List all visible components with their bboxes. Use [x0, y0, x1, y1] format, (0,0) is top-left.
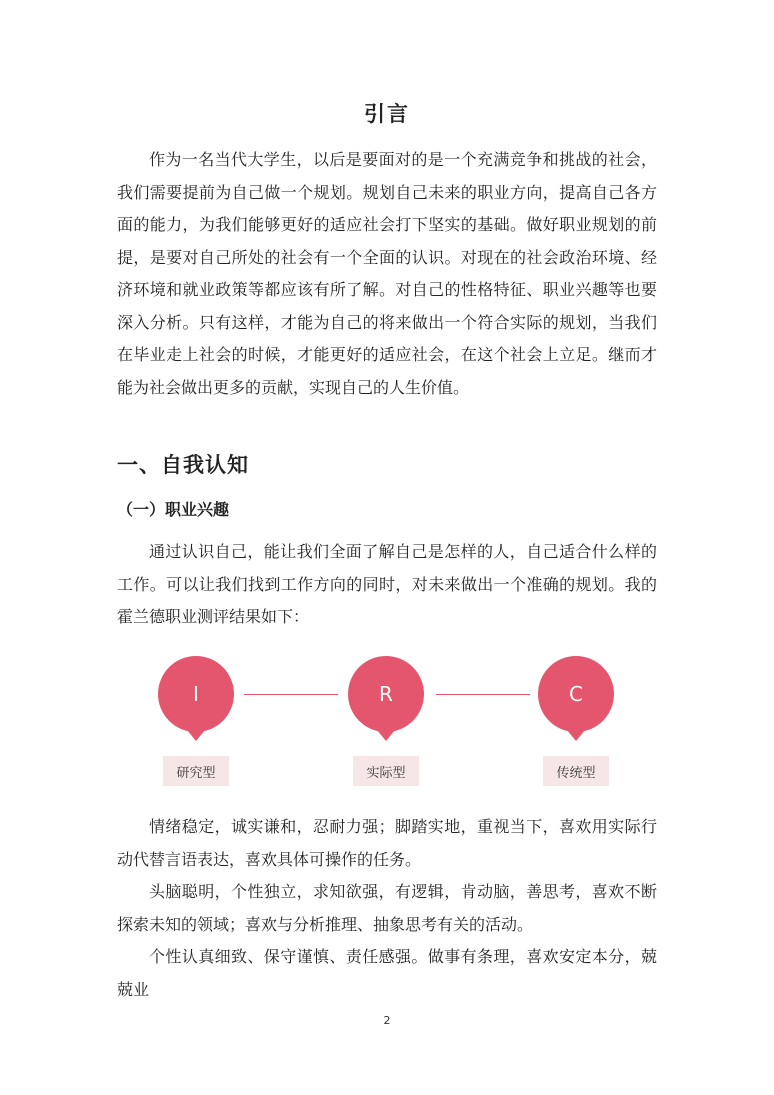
page-title: 引言 — [364, 102, 410, 126]
trait-paragraph-conventional: 个性认真细致、保守谨慎、责任感强。做事有条理，喜欢安定本分，兢兢业 — [117, 947, 657, 999]
connector-line — [436, 694, 530, 695]
subsection-heading: （一）职业兴趣 — [117, 500, 230, 519]
node-label: 研究型 — [163, 756, 229, 786]
trait-paragraph-realistic: 情绪稳定，诚实谦和，忍耐力强；脚踏实地，重视当下，喜欢用实际行动代替言语表达，喜欢具体可操作的任务。 — [117, 817, 657, 869]
holland-node-c — [538, 656, 614, 741]
interest-paragraph: 通过认识自己，能让我们全面了解自己是怎样的人，自己适合什么样的工作。可以让我们找到工作方向的同时，对未来做出一个准确的规划。我的霍兰德职业测评结果如下： — [117, 542, 657, 626]
trait-paragraph-investigative: 头脑聪明，个性独立，求知欲强，有逻辑，肯动脑，善思考，喜欢不断探索未知的领域；喜欢与分析推理、抽象思考有关的活动。 — [117, 882, 657, 934]
holland-node-i — [158, 656, 234, 741]
connector-line — [244, 694, 338, 695]
holland-result-diagram — [150, 652, 630, 792]
node-circle: R — [348, 656, 424, 732]
holland-node-r — [348, 656, 424, 741]
pointer-icon — [187, 730, 205, 741]
intro-paragraph: 作为一名当代大学生，以后是要面对的是一个充满竞争和挑战的社会，我们需要提前为自己做一个规划。规划自己未来的职业方向，提高自己各方面的能力，为我们能够更好的适应社会打下坚实的基础。做好职业规划的前提，是要对自己所处的社会有一个全面的认识。对现在的社会政治环境、经济环境和就业政策等都应该有所了解。对自己的性格特征、职业兴趣等也要深入分析。只有这样，才能为自己的将来做出一个符合实际的规划，当我们在毕业走上社会的时候，才能更好的适应社会，在这个社会上立足。继而才能为社会做出更多的贡献，实现自己的人生价值。 — [117, 150, 657, 397]
pointer-icon — [377, 730, 395, 741]
page-number: 2 — [383, 1014, 391, 1027]
node-label: 传统型 — [543, 756, 609, 786]
node-circle: I — [158, 656, 234, 732]
node-circle: C — [538, 656, 614, 732]
pointer-icon — [567, 730, 585, 741]
section-heading: 一、自我认知 — [117, 453, 249, 477]
node-label: 实际型 — [353, 756, 419, 786]
